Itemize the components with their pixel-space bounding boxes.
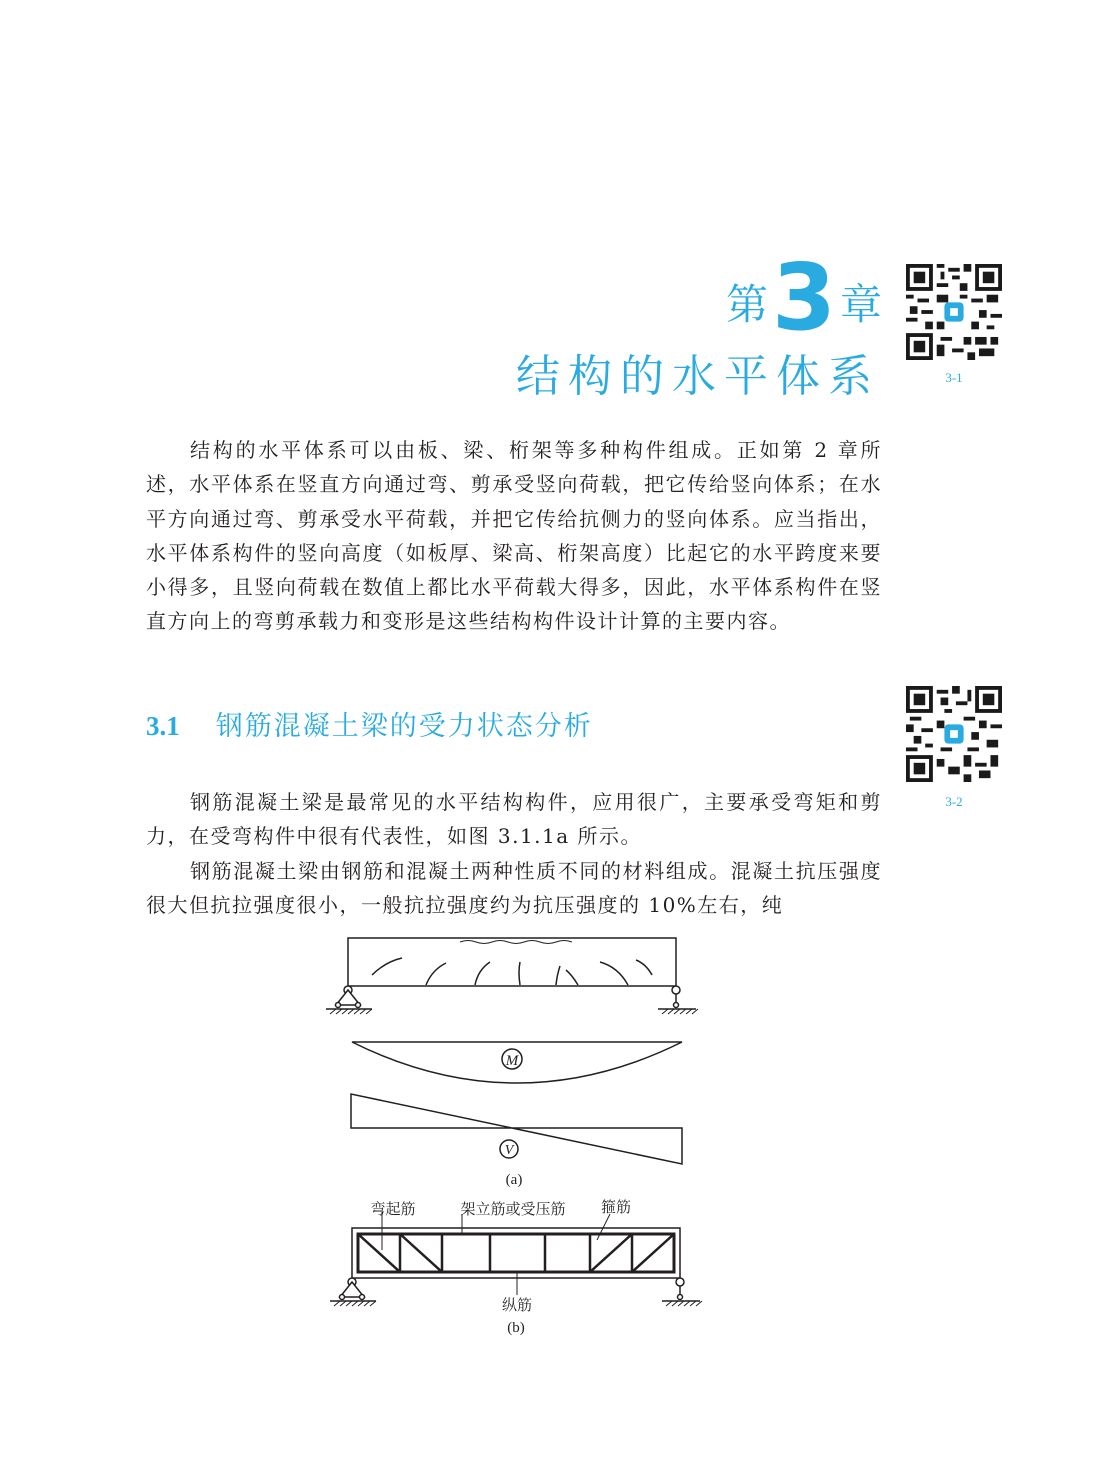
support-icon (674, 1003, 679, 1008)
crack-line (426, 963, 446, 985)
crack-line (556, 966, 560, 985)
shear-label: V (504, 1143, 514, 1158)
crush-zone (460, 941, 572, 944)
crack-line (519, 962, 520, 985)
beam-outline (348, 938, 676, 986)
beam-figure (300, 930, 720, 1350)
label-bent-bar: 弯起筋 (370, 1202, 416, 1218)
figure-caption-b: (b) (507, 1320, 525, 1336)
qr-code-icon[interactable] (906, 686, 1002, 782)
chapter-title: 结构的水平体系 (516, 351, 880, 402)
chapter-suffix: 章 (839, 280, 882, 329)
bent-bar (590, 1234, 632, 1272)
section-paragraph: 钢筋混凝土梁由钢筋和混凝土两种性质不同的材料组成。混凝土抗压强度很大但抗拉强度很小，一般抗拉强度约为抗压强度的 10%左右，纯 (146, 859, 882, 918)
figure-caption-a: (a) (505, 1172, 523, 1188)
section-paragraph: 钢筋混凝土梁是最常见的水平结构构件，应用很广，主要承受弯矩和剪力，在受弯构件中很有代表性，如图 3.1.1a 所示。 (146, 790, 882, 849)
label-longitudinal-bar: 纵筋 (501, 1298, 533, 1314)
pin-icon (676, 1278, 684, 1286)
crack-line (636, 960, 652, 975)
label-erection-bar: 架立筋或受压筋 (460, 1202, 566, 1218)
crack-line (566, 970, 578, 985)
label-stirrup: 箍筋 (600, 1200, 632, 1216)
pin-icon (672, 986, 680, 994)
section-number: 3.1 (146, 711, 180, 741)
bent-bar (632, 1234, 674, 1272)
bent-bar (400, 1234, 442, 1272)
bent-bar (358, 1234, 400, 1272)
chapter-number-heading (725, 244, 882, 351)
crack-line (475, 962, 490, 985)
qr-caption: 3-1 (945, 370, 963, 385)
crack-line (372, 958, 402, 975)
support-icon (678, 1295, 683, 1300)
qr-code-icon[interactable] (906, 264, 1002, 360)
section-heading (146, 713, 593, 740)
crack-line (600, 962, 628, 985)
qr-caption: 3-2 (945, 794, 963, 809)
moment-label: M (505, 1053, 519, 1069)
leader-line (597, 1214, 610, 1240)
section-title: 钢筋混凝土梁的受力状态分析 (215, 711, 593, 742)
chapter-number: 3 (771, 244, 836, 351)
intro-paragraph: 结构的水平体系可以由板、梁、桁架等多种构件组成。正如第 2 章所述，水平体系在竖直方向通过弯、剪承受竖向荷载，把它传给竖向体系；在水平方向通过弯、剪承受水平荷载，并把它传给抗侧力的竖向体系。应当指出，水平体系构件的竖向高度（如板厚、梁高、桁架高度）比起它的水平跨度来要小得多，且竖向荷载在数值上都比水平荷载大得多，因此，水平体系构件在竖直方向上的弯剪承载力和变形是这些结构构件设计计算的主要内容。 (146, 438, 882, 634)
chapter-prefix: 第 (725, 280, 768, 329)
